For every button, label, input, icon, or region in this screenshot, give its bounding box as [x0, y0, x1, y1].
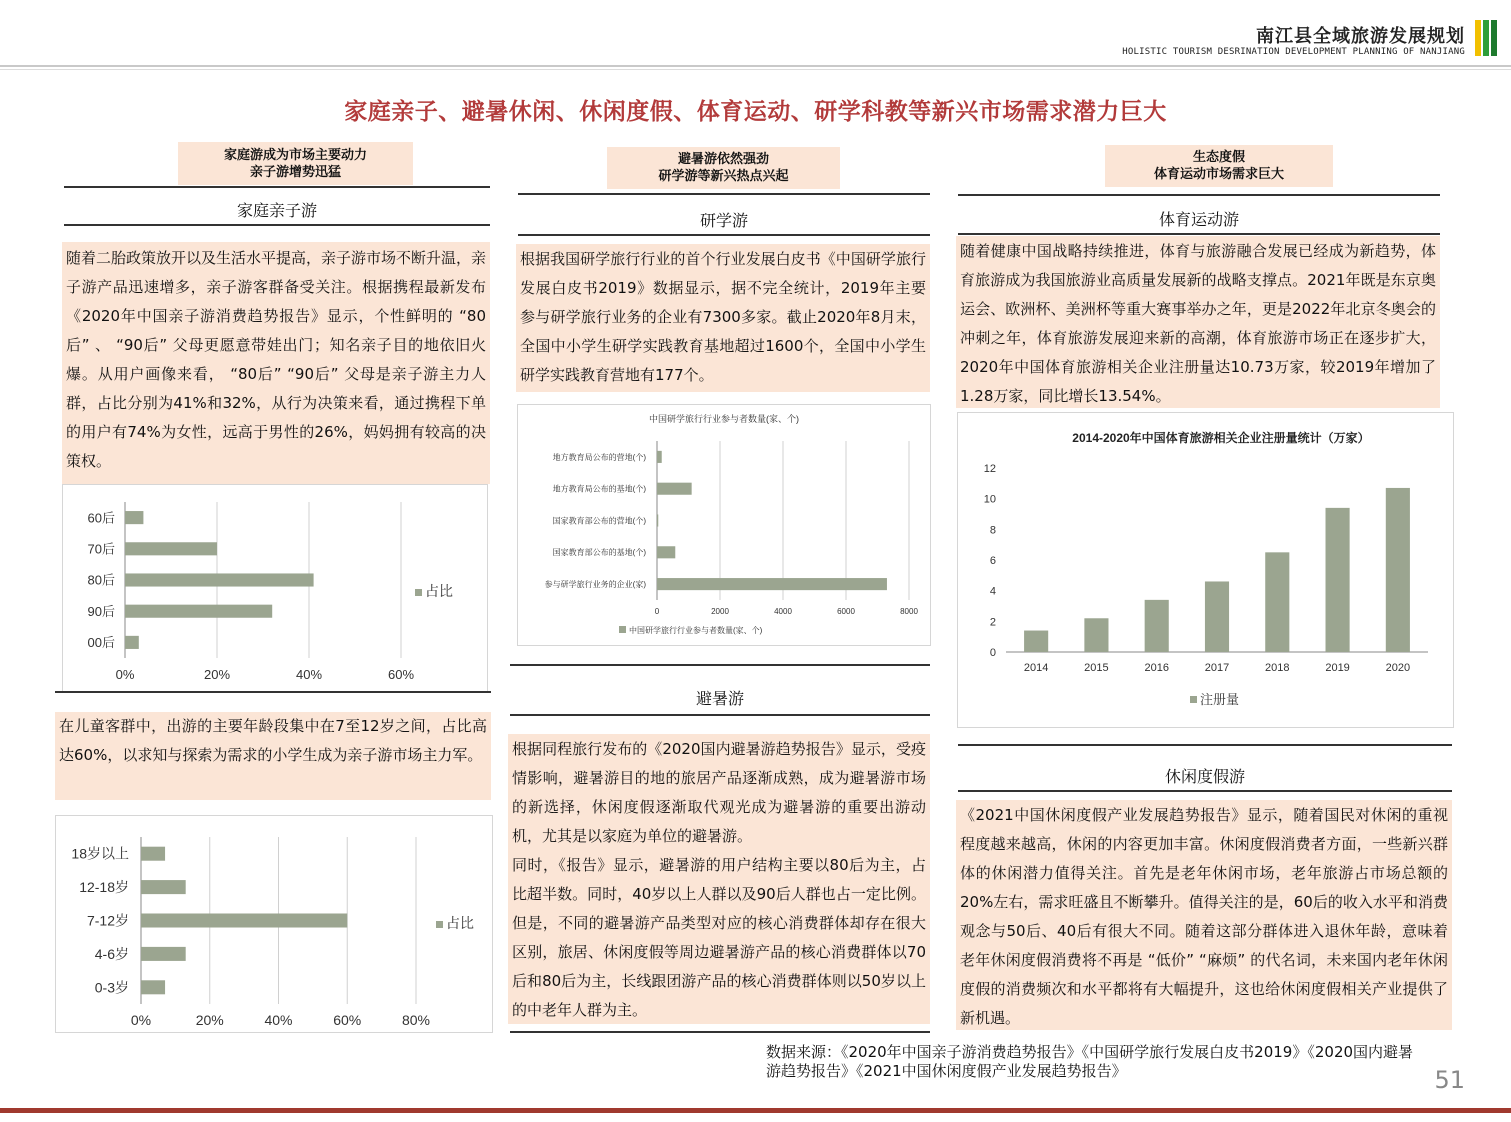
y-tick-label: 6: [989, 555, 996, 567]
col1-paragraph-2: 在儿童客群中，出游的主要年龄段集中在7至12岁之间，占比高达60%，以求知与探索为需求的小学生成为亲子游市场主力军。: [55, 712, 491, 800]
bar: [657, 514, 658, 526]
category-label: 0-3岁: [94, 979, 129, 996]
chart-child-age: [56, 816, 492, 1032]
y-tick-label: 12: [983, 463, 996, 475]
chart-parent-age: [63, 485, 487, 691]
x-tick-label: 2017: [1204, 662, 1230, 674]
x-tick-label: 2014: [1023, 662, 1049, 674]
bar: [125, 636, 139, 649]
col2-rule-top: [518, 193, 930, 195]
bar: [1265, 552, 1289, 652]
x-tick-label: 60%: [333, 1012, 362, 1028]
col2-paragraph-2-box: [508, 734, 930, 1024]
legend-swatch: [415, 589, 422, 596]
col2-rule-bottom: [510, 1031, 930, 1033]
col2-rule-lower2: [510, 714, 930, 716]
category-label: 7-12岁: [86, 912, 129, 929]
bar: [1145, 600, 1169, 652]
chart-parent-age-box: [62, 484, 488, 692]
category-label: 12-18岁: [79, 879, 129, 896]
chart-child-age-box: [55, 815, 493, 1033]
bar: [125, 573, 314, 586]
chart-study-tour: [518, 405, 930, 645]
category-label: 00后: [87, 635, 115, 651]
bar: [125, 511, 143, 524]
col1-heading: 家庭亲子游: [236, 201, 317, 220]
x-tick-label: 2020: [1385, 662, 1411, 674]
bar: [125, 542, 217, 555]
legend-label: 中国研学旅行行业参与者数量(家、个): [629, 626, 763, 635]
bar: [141, 847, 165, 861]
brand-bar-darkgreen: [1491, 20, 1497, 56]
y-tick-label: 8: [989, 524, 996, 537]
col2-paragraph-3: 同时，《报告》显示，避暑游的用户结构主要以80后为主，占比超半数。同时，40岁以上人群以及90后人群也占一定比例。但是，不同的避暑游产品类型对应的核心消费群体却存在很大区别，旅居、休闲度假等周边避暑游产品的核心消费群体以70后和80后为主，长线跟团游产品的核心消费群体则以50岁以上的中老年人群为主。: [512, 856, 926, 1019]
x-tick-label: 80%: [401, 1012, 431, 1028]
category-label: 80后: [87, 572, 115, 588]
legend-swatch: [619, 626, 626, 633]
document-subtitle: HOLISTIC TOURISM DESRINATION DEVELOPMENT PLANNING OF NANJIANG: [1122, 47, 1465, 57]
col1-rule-top: [64, 186, 490, 188]
chart-study-tour-box: [517, 404, 931, 646]
chart-title: 2014-2020年中国体育旅游相关企业注册量统计（万家）: [1072, 431, 1370, 445]
x-tick-label: 40%: [295, 667, 323, 682]
bar: [1084, 618, 1108, 652]
header-divider-thin: [0, 69, 1511, 70]
bar: [1386, 488, 1410, 652]
x-tick-label: 2016: [1144, 662, 1169, 674]
y-tick-label: 2: [989, 616, 996, 629]
col1-rule-mid: [64, 224, 490, 226]
col3-paragraph-2: 《2021中国休闲度假产业发展趋势报告》显示，随着国民对休闲的重视程度越来越高，休闲的内容更加丰富。休闲度假消费者方面，一些新兴群体的休闲潜力值得关注。首先是老年休闲市场，老年旅游占市场总额的20%左右，需求旺盛且不断攀升。值得关注的是，60后的收入水平和消费观念与50后、40后有很大不同。随着这部分群体进入退休年龄，意味着老年休闲度假消费将不再是 “低价” “麻烦” 的代名词，未来国内老年休闲度假的消费频次和水平都将有大幅提升，这也给休闲度假相关产业提供了新机遇。: [956, 800, 1452, 1030]
category-label: 地方教育局公布的基地(个): [552, 484, 646, 494]
x-tick-label: 2019: [1325, 662, 1350, 674]
col2-paragraph-2: 根据同程旅行发布的《2020国内避暑游趋势报告》显示，受疫情影响，避暑游目的地的旅居产品逐渐成熟，成为避暑游市场的新选择，休闲度假逐渐取代观光成为避暑游的重要出游动机，尤其是以家庭为单位的避暑游。: [512, 740, 926, 845]
category-label: 地方教育局公布的营地(个): [552, 452, 646, 462]
page-title: 家庭亲子、避暑休闲、休闲度假、体育运动、研学科教等新兴市场需求潜力巨大: [344, 99, 1167, 125]
bar: [1326, 508, 1350, 652]
bar: [141, 980, 165, 994]
y-tick-label: 4: [989, 585, 996, 598]
bar: [657, 546, 675, 558]
bar: [1205, 581, 1229, 652]
x-tick-label: 20%: [203, 667, 231, 682]
x-tick-label: 0%: [130, 1012, 152, 1028]
category-label: 70后: [87, 541, 115, 557]
bar: [1024, 631, 1048, 652]
category-label: 国家教育部公布的营地(个): [552, 516, 646, 526]
col2-heading-1: 研学游: [699, 211, 748, 230]
brand-color-bars: [1475, 20, 1499, 56]
bar: [141, 913, 347, 927]
legend-label: 注册量: [1200, 692, 1240, 707]
col2-rule-lower: [510, 664, 930, 666]
x-tick-label: 0%: [115, 667, 135, 682]
col3-rule-lower: [958, 744, 1452, 746]
category-label: 参与研学旅行业务的企业(家): [544, 579, 646, 589]
col3-tag: 生态度假 体育运动市场需求巨大: [1105, 145, 1333, 187]
bar: [141, 947, 186, 961]
col1-tag: 家庭游成为市场主要动力 亲子游增势迅猛: [178, 142, 413, 185]
bar: [125, 605, 272, 618]
bar: [141, 880, 186, 894]
x-tick-label: 40%: [264, 1012, 293, 1028]
x-tick-label: 20%: [195, 1012, 224, 1028]
legend-label: 占比: [446, 915, 474, 931]
category-label: 4-6岁: [94, 945, 129, 962]
col3-rule-top: [958, 194, 1440, 196]
category-label: 60后: [87, 510, 115, 526]
bar: [657, 451, 662, 463]
y-tick-label: 10: [983, 493, 996, 506]
brand-bar-green: [1483, 20, 1489, 56]
category-label: 国家教育部公布的基地(个): [552, 548, 646, 558]
x-tick-label: 60%: [387, 667, 415, 682]
x-tick-label: 2018: [1265, 662, 1290, 674]
col3-heading-2: 休闲度假游: [1164, 767, 1245, 786]
legend-label: 占比: [425, 583, 453, 599]
data-source-note: 数据来源：《2020年中国亲子游消费趋势报告》《中国研学旅行发展白皮书2019》《2020国内避暑游趋势报告》《2021中国休闲度假产业发展趋势报告》: [766, 1043, 1414, 1080]
col3-heading-1: 体育运动游: [1158, 210, 1239, 229]
category-label: 90后: [87, 603, 115, 619]
page-number: 51: [1434, 1066, 1465, 1094]
col2-tag: 避暑游依然强劲 研学游等新兴热点兴起: [607, 147, 840, 189]
bar: [657, 578, 887, 590]
chart-title: 中国研学旅行行业参与者数量(家、个): [649, 414, 799, 424]
x-tick-label: 4000: [774, 607, 792, 616]
document-title: 南江县全域旅游发展规划: [1256, 26, 1465, 47]
y-tick-label: 0: [989, 647, 996, 659]
legend-swatch: [1190, 696, 1197, 703]
x-tick-label: 2000: [711, 607, 729, 616]
category-label: 18岁以上: [71, 845, 129, 862]
x-tick-label: 8000: [900, 607, 918, 616]
col1-paragraph-1: 随着二胎政策放开以及生活水平提高，亲子游市场不断升温，亲子游产品迅速增多，亲子游客群备受关注。根据携程最新发布《2020年中国亲子游消费趋势报告》显示，个性鲜明的 “80后” 、 “90后” 父母更愿意带娃出门；知名亲子目的地依旧火爆。从用户画像来看， “80后” “90后” 父母是亲子游主力人群，占比分别为41%和32%，从行为决策来看，通过携程下单的用户有74%为女性，远高于男性的26%，妈妈拥有较高的决策权。: [62, 242, 490, 484]
header-divider: [0, 65, 1511, 67]
chart-sports-registrations: [958, 413, 1453, 727]
bar: [657, 483, 692, 495]
col2-rule-mid: [518, 234, 930, 236]
x-tick-label: 0: [654, 607, 660, 616]
x-tick-label: 6000: [837, 607, 855, 616]
col2-paragraph-1: 根据我国研学旅行行业的首个行业发展白皮书《中国研学旅行发展白皮书2019》数据显示，据不完全统计，2019年主要参与研学旅行业务的企业有7300多家。截止2020年8月末，全国中小学生研学实践教育基地超过1600个，全国中小学生研学实践教育营地有177个。: [516, 244, 930, 392]
col3-paragraph-1: 随着健康中国战略持续推进，体育与旅游融合发展已经成为新趋势，体育旅游成为我国旅游业高质量发展新的战略支撑点。2021年既是东京奥运会、欧洲杯、美洲杯等重大赛事举办之年，更是2022年北京冬奥会的冲刺之年，体育旅游发展迎来新的高潮，体育旅游市场正在逐步扩大，2020年中国体育旅游相关企业注册量达10.73万家，较2019年增加了1.28万家，同比增长13.54%。: [956, 236, 1440, 408]
col3-rule-mid: [958, 233, 1440, 235]
footer-bar: [0, 1108, 1511, 1113]
legend-swatch: [436, 921, 443, 928]
col2-heading-2: 避暑游: [695, 689, 744, 708]
col3-rule-lower2: [958, 790, 1452, 792]
chart-sports-box: [957, 412, 1454, 728]
col1-rule-lower: [55, 691, 491, 693]
x-tick-label: 2015: [1084, 662, 1109, 674]
brand-bar-yellow: [1475, 20, 1481, 56]
